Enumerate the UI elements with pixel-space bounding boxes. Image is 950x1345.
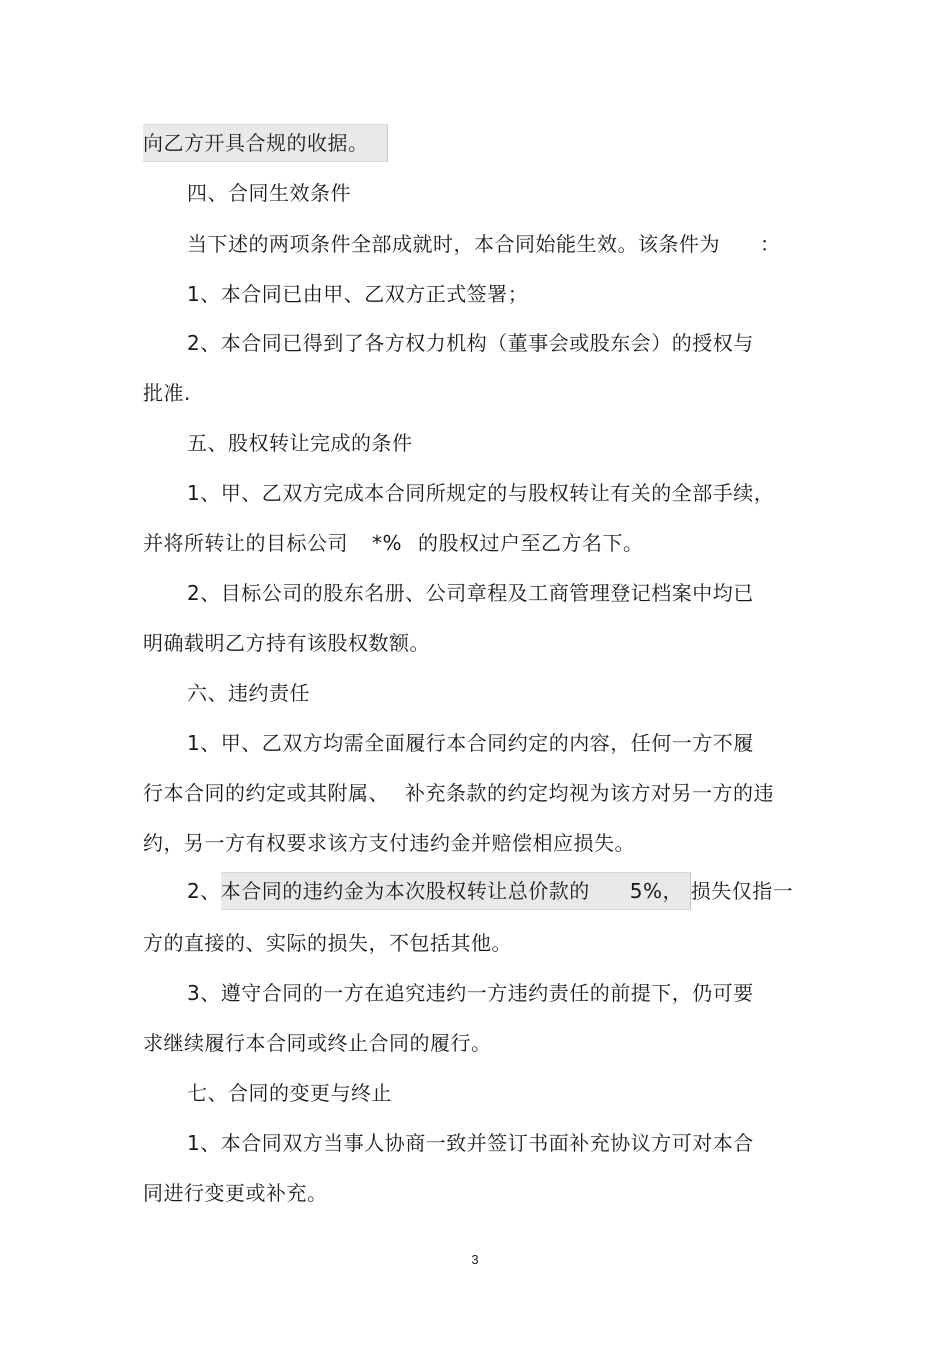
section-4-title: 四、合同生效条件 (187, 181, 351, 205)
percentage-placeholder: *% (372, 531, 403, 555)
paragraph-line (143, 526, 644, 560)
text-span: 1、甲、乙双方均需全面履行本合同约定的内容，任何一方不履 (187, 731, 754, 755)
text-span: 2、本合同已得到了各方权力机构（董事会或股东会）的授权与 (187, 331, 754, 355)
paragraph-line (187, 576, 754, 610)
paragraph-line (143, 626, 430, 660)
paragraph-line (143, 776, 774, 810)
section-6-title: 六、违约责任 (187, 681, 310, 705)
paragraph-line (187, 976, 754, 1010)
text-span: 本合同的违约金为本次股权转让总价款的 (220, 879, 590, 903)
section-heading (187, 426, 413, 460)
text-span: 同进行变更或补充。 (143, 1181, 328, 1205)
text-span: 方的直接的、实际的损失，不包括其他。 (143, 931, 512, 955)
section-heading (187, 1076, 392, 1110)
paragraph-line (187, 326, 754, 360)
section-5-title: 五、股权转让完成的条件 (187, 431, 413, 455)
text-span: 明确载明乙方持有该股权数额。 (143, 631, 430, 655)
section-heading (187, 176, 351, 210)
text-span: 2、目标公司的股东名册、公司章程及工商管理登记档案中均已 (187, 581, 754, 605)
section-heading (187, 676, 310, 710)
section-7-title: 七、合同的变更与终止 (187, 1081, 392, 1105)
paragraph-line (187, 872, 793, 910)
paragraph-line (143, 926, 512, 960)
paragraph-line (187, 1126, 754, 1160)
text-span: 向乙方开具合规的收据。 (143, 131, 369, 155)
text-span: 求继续履行本合同或终止合同的履行。 (143, 1031, 492, 1055)
paragraph-line (143, 124, 388, 162)
text-span: 约，另一方有权要求该方支付违约金并赔偿相应损失。 (143, 831, 635, 855)
paragraph-line (187, 277, 528, 311)
highlighted-text (221, 872, 691, 910)
text-span: 1、甲、乙双方完成本合同所规定的与股权转让有关的全部手续， (187, 481, 775, 505)
text-span: 补充条款的约定均视为该方对另一方的违 (405, 781, 774, 805)
paragraph-line (143, 1176, 328, 1210)
text-span: 损失仅指一 (690, 879, 794, 903)
paragraph-line (143, 376, 191, 410)
page-number: 3 (471, 1252, 479, 1267)
text-span: 并将所转让的目标公司 (143, 531, 348, 555)
paragraph-line (187, 726, 754, 760)
text-span: 的股权过户至乙方名下。 (418, 531, 644, 555)
text-span: 行本合同的约定或其附属、 (143, 781, 389, 805)
paragraph-line (143, 826, 635, 860)
text-span: 1、本合同已由甲、乙双方正式签署； (187, 282, 529, 306)
penalty-rate: 5%， (629, 879, 683, 903)
text-span: 2、 (187, 879, 221, 903)
colon-text: ： (760, 232, 781, 256)
text-span: 3、遵守合同的一方在追究违约一方违约责任的前提下，仍可要 (187, 981, 754, 1005)
paragraph-line (143, 1026, 492, 1060)
text-span: 批准. (143, 381, 191, 405)
text-span: 当下述的两项条件全部成就时，本合同始能生效。该条件为 (187, 232, 720, 256)
text-span: 1、本合同双方当事人协商一致并签订书面补充协议方可对本合 (187, 1131, 754, 1155)
paragraph-line (187, 476, 774, 510)
paragraph-line (187, 227, 781, 261)
